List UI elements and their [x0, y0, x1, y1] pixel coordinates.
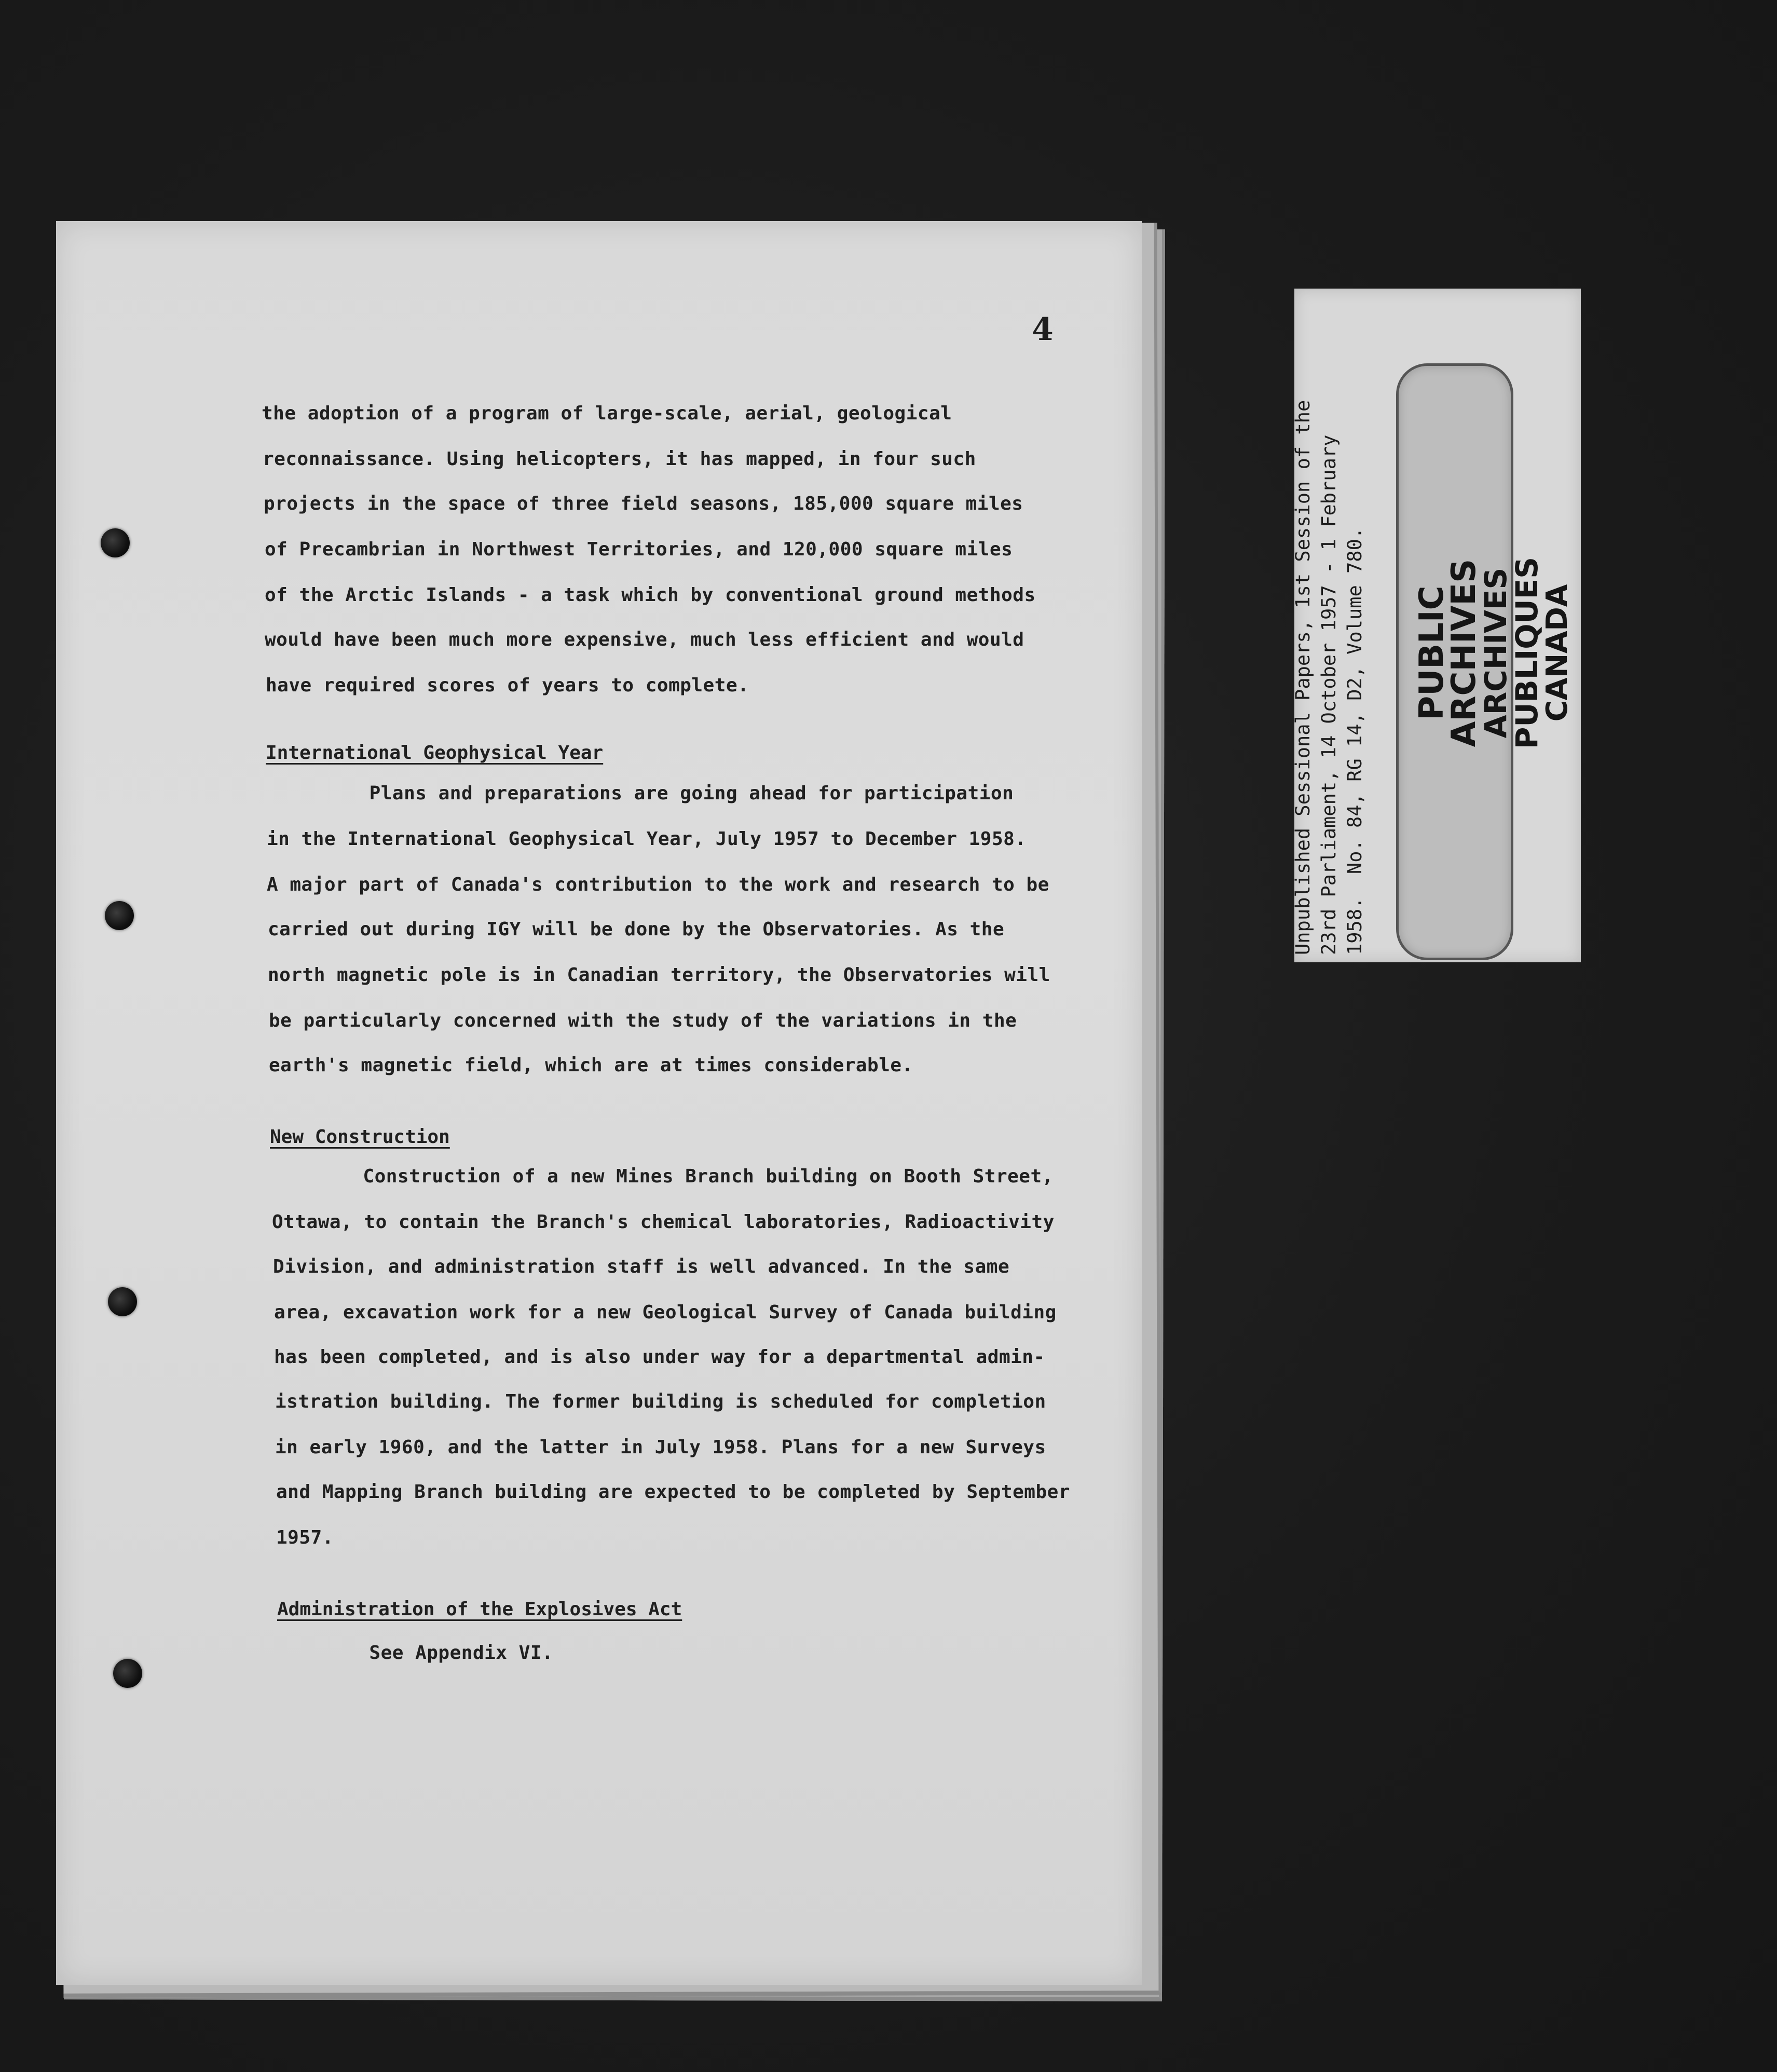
citation-line: 23rd Parliament, 14 October 1957 - 1 February	[1318, 434, 1340, 955]
text-line: See Appendix VI.	[277, 1642, 554, 1664]
text-line: in early 1960, and the latter in July 1958. Plans for a new Surveys	[275, 1437, 1046, 1458]
stamp-line: ARCHIVES PUBLIQUES	[1478, 556, 1544, 749]
text-line: has been completed, and is also under way for a departmental admin-	[274, 1346, 1045, 1368]
text-line: would have been much more expensive, much less efficient and would	[265, 629, 1024, 650]
citation-line: Unpublished Sessional Papers, 1st Session of the	[1292, 400, 1314, 955]
punch-hole	[105, 901, 134, 930]
archive-stamp-text	[1413, 487, 1574, 819]
document-page	[56, 221, 1142, 1985]
text-line: projects in the space of three field seasons, 185,000 square miles	[264, 493, 1023, 514]
stamp-line: CANADA	[1540, 584, 1574, 722]
text-line: carried out during IGY will be done by the Observatories. As the	[268, 919, 1005, 940]
text-line: of Precambrian in Northwest Territories, and 120,000 square miles	[265, 539, 1013, 560]
text-line: A major part of Canada's contribution to the work and research to be	[267, 874, 1049, 895]
text-line: Plans and preparations are going ahead for participation	[266, 783, 1014, 804]
section-heading: New Construction	[270, 1126, 450, 1148]
punch-hole	[108, 1287, 137, 1316]
text-line: north magnetic pole is in Canadian territory, the Observatories will	[268, 964, 1050, 986]
text-line: the adoption of a program of large-scale, aerial, geological	[262, 403, 952, 424]
stamp-line: PUBLIC ARCHIVES	[1413, 558, 1483, 747]
archive-citation	[1290, 285, 1368, 955]
text-line: istration building. The former building is scheduled for completion	[275, 1391, 1046, 1412]
text-line: have required scores of years to complete.	[266, 675, 749, 696]
punch-hole	[113, 1659, 142, 1688]
text-line: Construction of a new Mines Branch building on Booth Street,	[271, 1166, 1054, 1187]
section-heading: International Geophysical Year	[266, 742, 604, 764]
text-line: Division, and administration staff is well advanced. In the same	[273, 1256, 1010, 1277]
page-number: 4	[1032, 311, 1054, 348]
text-line: earth's magnetic field, which are at times considerable.	[269, 1055, 913, 1076]
text-line: reconnaissance. Using helicopters, it has mapped, in four such	[263, 448, 976, 470]
text-line: of the Arctic Islands - a task which by conventional ground methods	[265, 584, 1036, 606]
text-line: 1957.	[276, 1527, 334, 1548]
citation-line: 1958. No. 84, RG 14, D2, Volume 780.	[1344, 527, 1366, 955]
section-heading: Administration of the Explosives Act	[277, 1599, 682, 1620]
text-line: be particularly concerned with the study of the variations in the	[269, 1010, 1017, 1031]
punch-hole	[101, 528, 130, 557]
text-line: area, excavation work for a new Geological Survey of Canada building	[274, 1302, 1057, 1323]
text-line: in the International Geophysical Year, July 1957 to December 1958.	[267, 828, 1027, 850]
text-line: Ottawa, to contain the Branch's chemical laboratories, Radioactivity	[272, 1211, 1055, 1233]
text-line: and Mapping Branch building are expected to be completed by September	[276, 1481, 1070, 1503]
